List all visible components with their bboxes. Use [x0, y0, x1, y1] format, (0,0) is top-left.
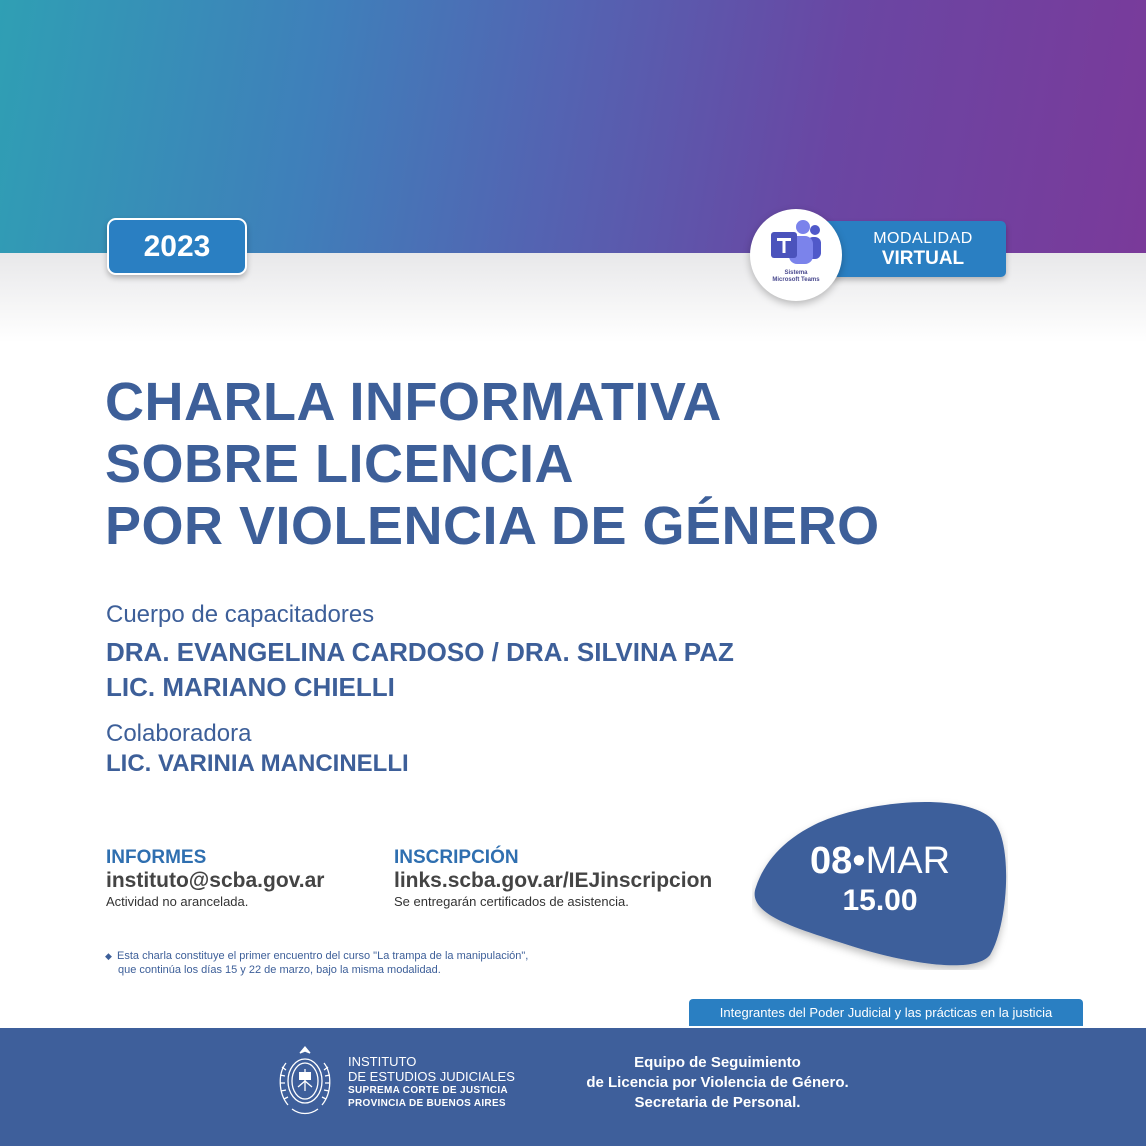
event-date [752, 840, 1008, 882]
inscripcion-link[interactable]: links.scba.gov.ar/IEJinscripcion [394, 869, 713, 892]
dept-line-2: de Licencia por Violencia de Género. [586, 1074, 849, 1091]
trainers-line-1: DRA. EVANGELINA CARDOSO / DRA. SILVINA PAZ [106, 637, 734, 667]
inscripcion-heading: INSCRIPCIÓN [394, 847, 519, 868]
inscripcion-note: Se entregarán certificados de asistencia. [394, 894, 629, 909]
course-footnote [105, 949, 528, 977]
year-text: 2023 [143, 229, 211, 263]
modality-badge [820, 221, 1006, 277]
teams-caption [750, 270, 842, 284]
modality-value: VIRTUAL [881, 247, 965, 269]
institute-line-2: DE ESTUDIOS JUDICIALES [348, 1069, 515, 1084]
dept-line-1: Equipo de Seguimiento [634, 1054, 801, 1071]
teams-caption-line1: Sistema [784, 270, 808, 276]
footnote-line-2: que continúa los días 15 y 22 de marzo, bajo la misma modalidad. [118, 964, 441, 976]
institute-line-1: INSTITUTO [348, 1054, 417, 1069]
teams-caption-line2: Microsoft Teams [772, 277, 820, 283]
event-month: MAR [865, 840, 951, 882]
institute-line-4: PROVINCIA DE BUENOS AIRES [348, 1098, 506, 1109]
collaborator-name: LIC. VARINIA MANCINELLI [106, 750, 409, 777]
diamond-bullet-icon: ◆ [105, 951, 112, 961]
header-gradient-banner [0, 0, 1146, 253]
collaborator-label: Colaboradora [106, 720, 252, 747]
audience-text: Integrantes del Poder Judicial y las prácticas en la justicia [719, 1005, 1053, 1020]
title-line-1: CHARLA INFORMATIVA [105, 372, 722, 432]
event-day: 08 [809, 840, 853, 882]
event-time: 15.00 [842, 884, 918, 917]
modality-label: MODALIDAD [873, 229, 973, 247]
microsoft-teams-icon [769, 218, 823, 268]
title-line-3: POR VIOLENCIA DE GÉNERO [105, 496, 880, 556]
trainers-names [106, 635, 734, 705]
year-badge [107, 218, 247, 275]
dept-line-3: Secretaria de Personal. [634, 1094, 801, 1111]
informes-heading: INFORMES [106, 847, 207, 868]
trainers-label: Cuerpo de capacitadores [106, 601, 375, 628]
audience-tab [689, 999, 1083, 1026]
date-blob-shape [752, 795, 1008, 970]
informes-email-link[interactable]: instituto@scba.gov.ar [106, 869, 325, 892]
trainers-line-2: LIC. MARIANO CHIELLI [106, 672, 395, 702]
event-date-separator: • [852, 840, 866, 882]
title-line-2: SOBRE LICENCIA [105, 434, 575, 494]
institute-line-3: SUPREMA CORTE DE JUSTICIA [348, 1085, 508, 1096]
department-credit [555, 1053, 880, 1113]
informes-note: Actividad no arancelada. [106, 894, 249, 909]
provincial-seal-icon [272, 1043, 338, 1119]
teams-badge [750, 209, 842, 301]
footnote-line-1: Esta charla constituye el primer encuentro del curso "La trampa de la manipulación", [117, 950, 529, 962]
page-title [105, 371, 880, 557]
institute-logo-text [348, 1054, 515, 1110]
